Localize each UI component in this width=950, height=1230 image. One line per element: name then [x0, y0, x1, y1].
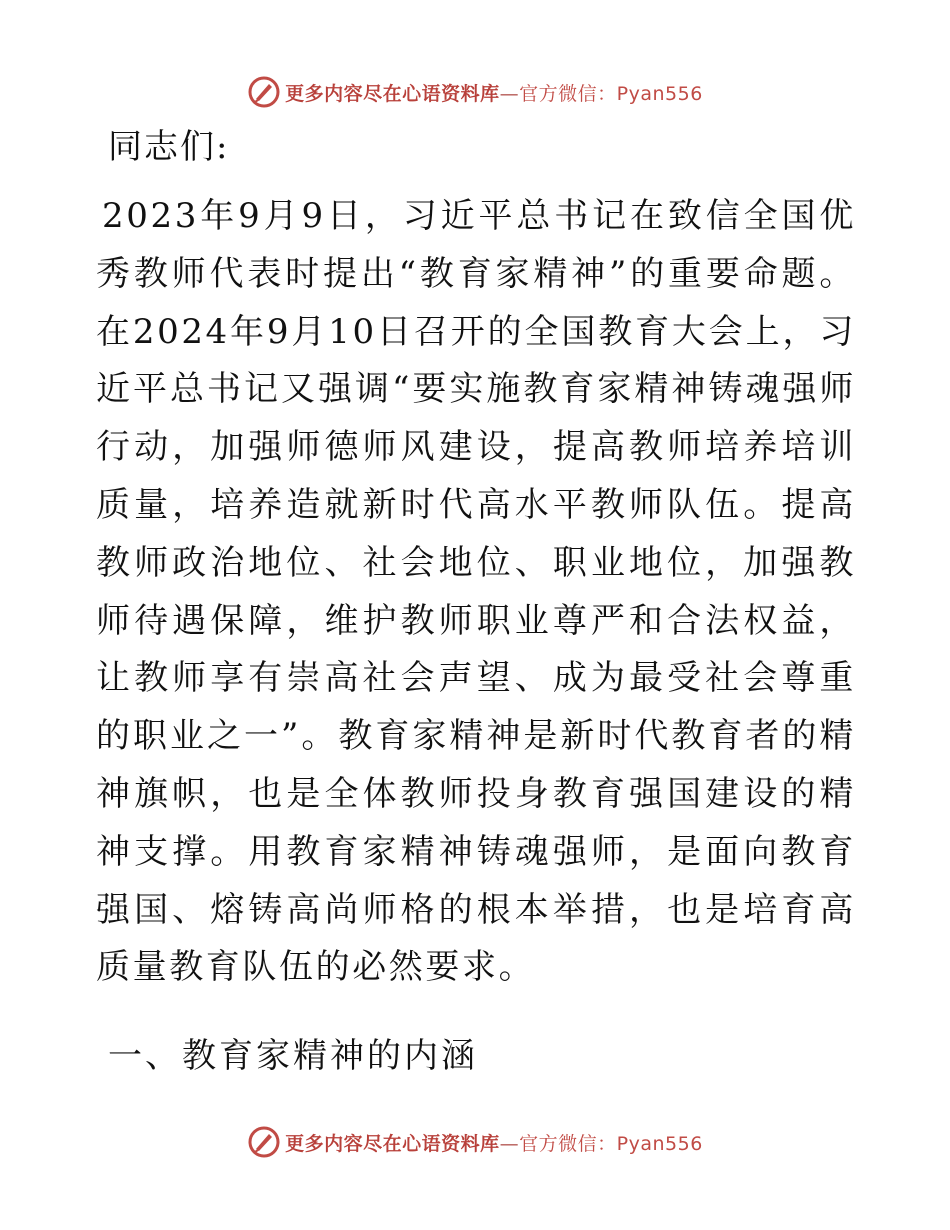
watermark-prefix: 更多内容尽在心语资料库 — [285, 82, 500, 105]
watermark-text — [285, 79, 703, 106]
salutation: 同志们: — [108, 127, 230, 167]
header-watermark — [0, 72, 950, 112]
footer-watermark — [0, 1122, 950, 1162]
watermark-separator: — — [499, 82, 520, 105]
document-body — [96, 124, 856, 1079]
section-heading: 一、教育家精神的内涵 — [108, 1036, 478, 1077]
watermark-prefix: 更多内容尽在心语资料库 — [285, 1132, 500, 1155]
quill-logo-icon — [247, 75, 281, 109]
watermark-suffix: 官方微信：Pyan556 — [519, 82, 703, 105]
watermark-text — [285, 1129, 703, 1156]
quill-logo-icon — [247, 1125, 281, 1159]
body-paragraph: 2023年9月9日，习近平总书记在致信全国优秀教师代表时提出“教育家精神”的重要命题。在2024年9月10日召开的全国教育大会上，习近平总书记又强调“要实施教育家精神铸魂强师行动，加强师德师风建设，提高教师培养培训质量，培养造就新时代高水平教师队伍。提高教师政治地位、社会地位、职业地位，加强教师待遇保障，维护教师职业尊严和合法权益，让教师享有崇高社会声望、成为最受社会尊重的职业之一”。教育家精神是新时代教育者的精神旗帜，也是全体教师投身教育强国建设的精神支撑。用教育家精神铸魂强师，是面向教育强国、熔铸高尚师格的根本举措，也是培育高质量教育队伍的必然要求。 — [96, 196, 856, 988]
watermark-suffix: 官方微信：Pyan556 — [519, 1132, 703, 1155]
watermark-separator: — — [499, 1132, 520, 1155]
